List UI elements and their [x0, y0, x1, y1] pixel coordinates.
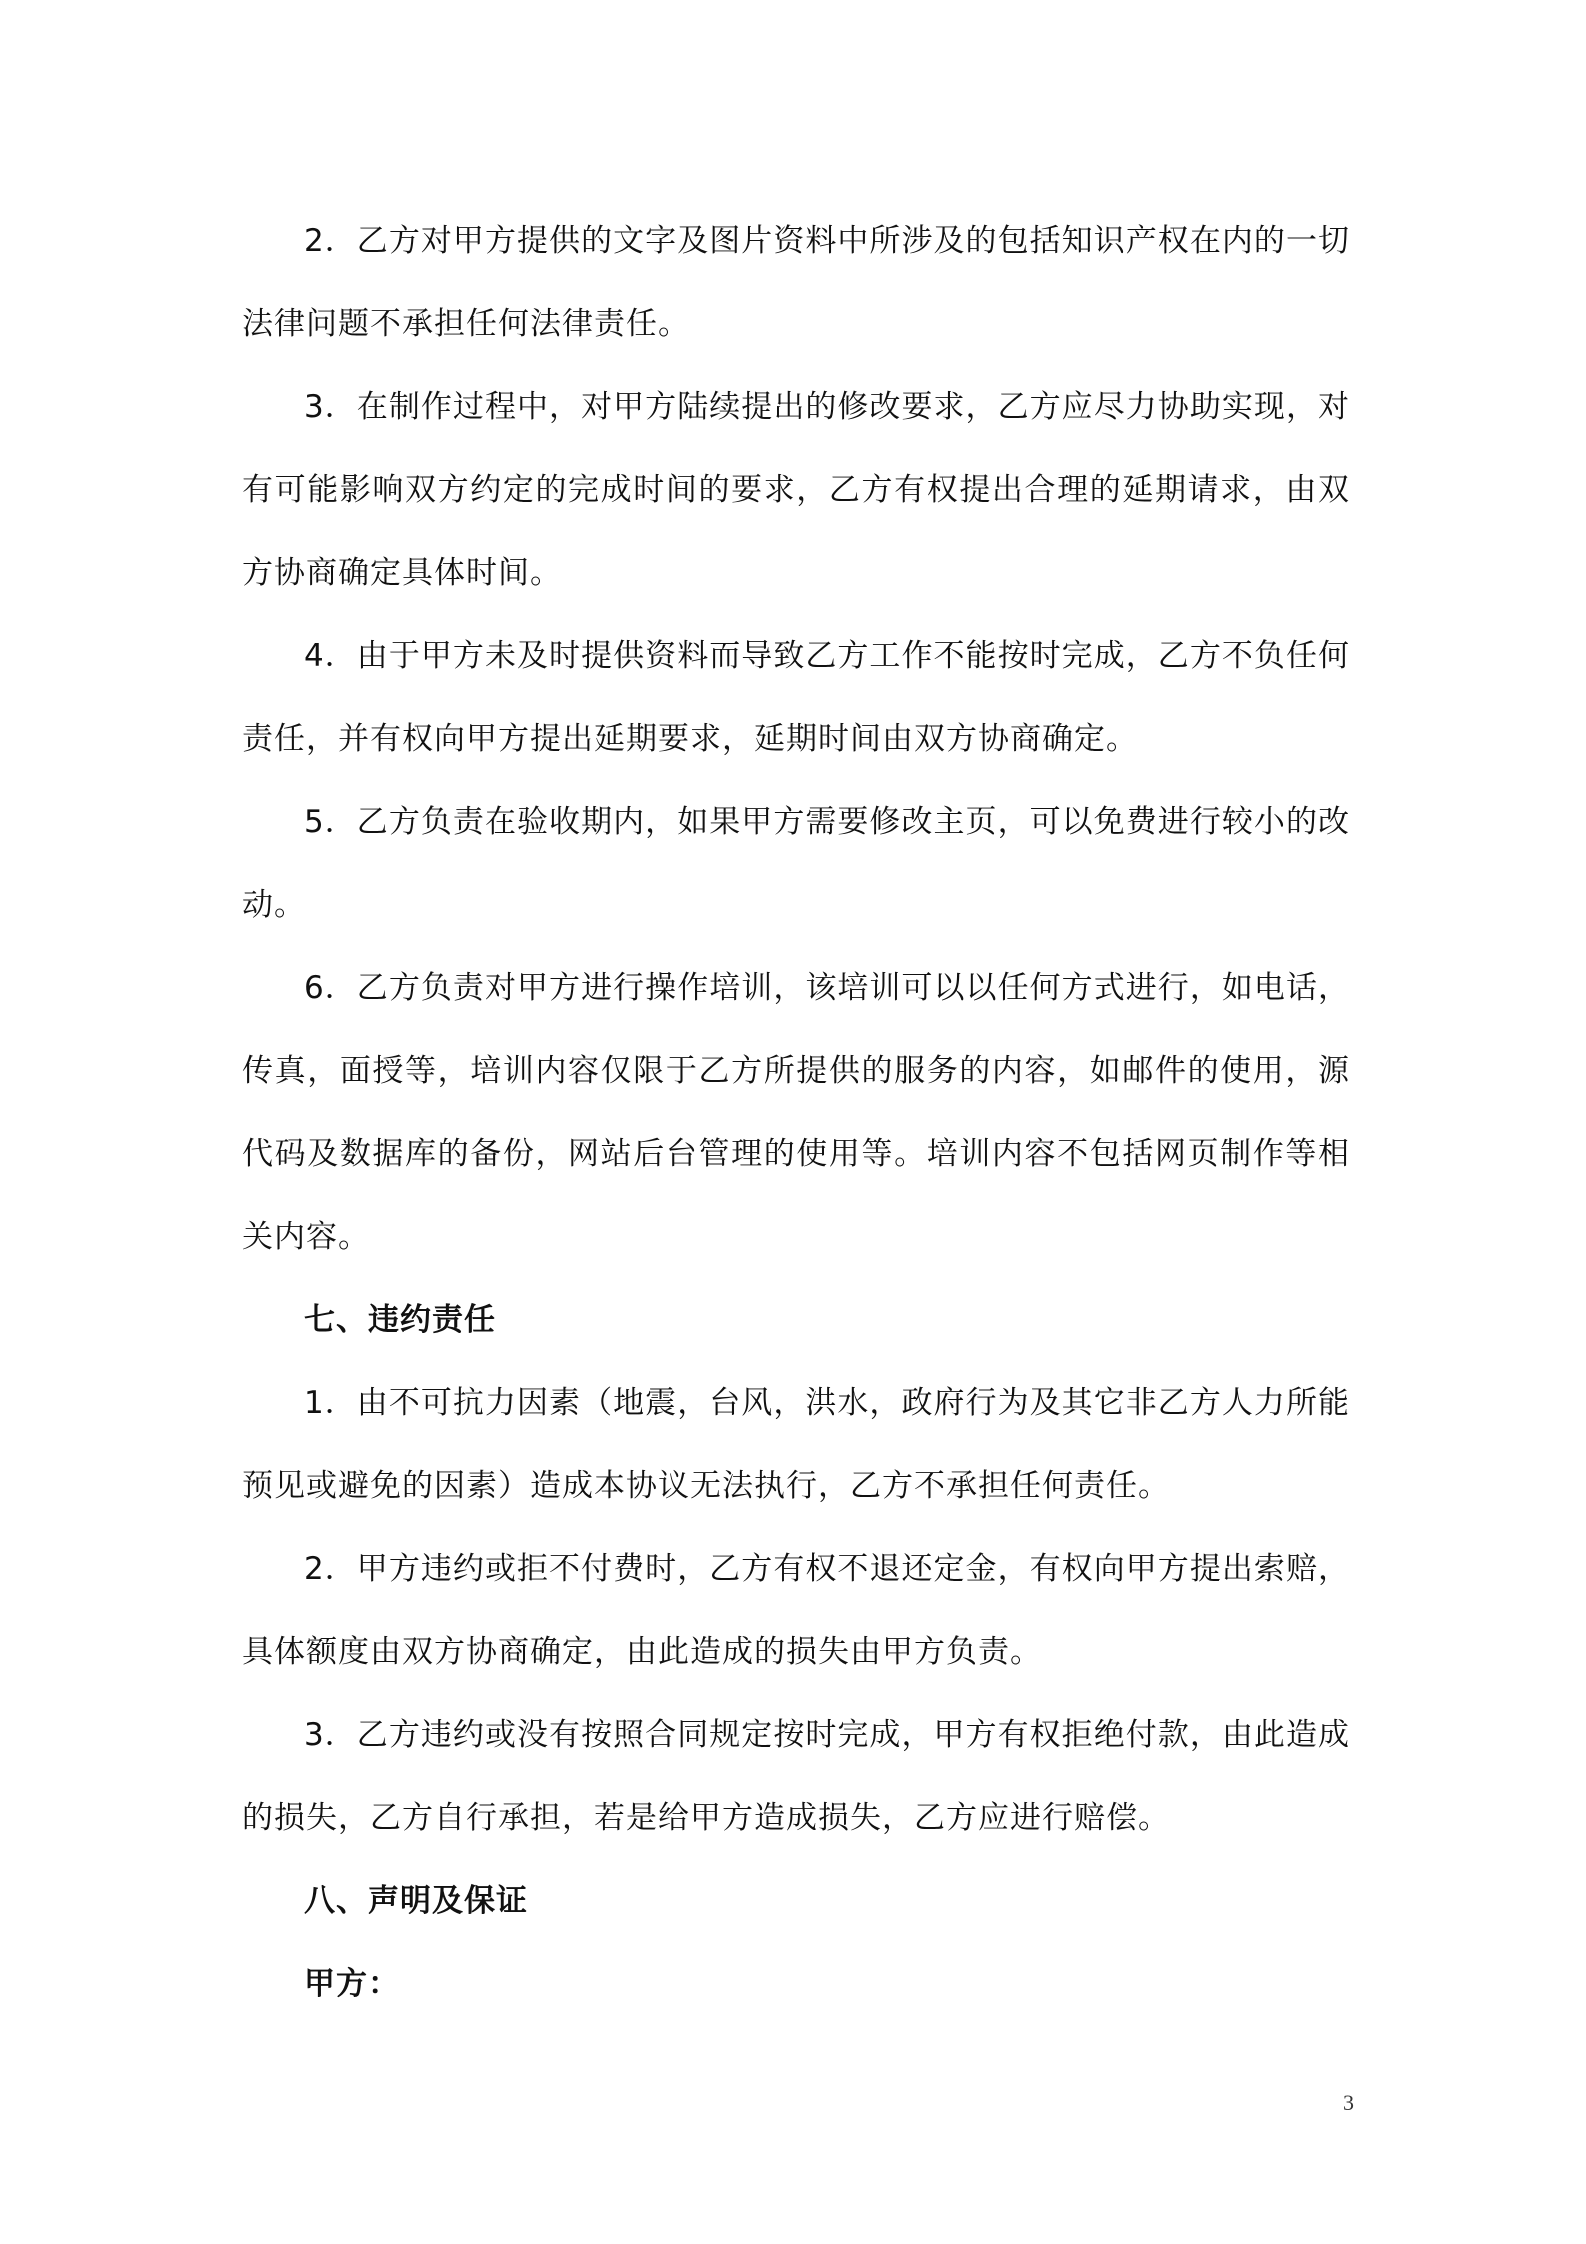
party-a-label: 甲方： — [304, 1966, 400, 2002]
document-body — [242, 200, 1350, 2026]
page-number: 3 — [1343, 2090, 1354, 2115]
clause-paragraph: 3．在制作过程中，对甲方陆续提出的修改要求，乙方应尽力协助实现，对有可能影响双方约定的完成时间的要求，乙方有权提出合理的延期请求，由双方协商确定具体时间。 — [242, 389, 1350, 591]
clause-paragraph: 6．乙方负责对甲方进行操作培训，该培训可以以任何方式进行，如电话，传真，面授等，培训内容仅限于乙方所提供的服务的内容，如邮件的使用，源代码及数据库的备份，网站后台管理的使用等。培训内容不包括网页制作等相关内容。 — [242, 970, 1350, 1255]
section-heading-declarations: 八、声明及保证 — [304, 1883, 528, 1919]
section-heading-breach-liability: 七、违约责任 — [304, 1302, 496, 1338]
clause-paragraph: 5．乙方负责在验收期内，如果甲方需要修改主页，可以免费进行较小的改动。 — [242, 804, 1350, 923]
clause-paragraph: 4．由于甲方未及时提供资料而导致乙方工作不能按时完成，乙方不负任何责任，并有权向甲方提出延期要求，延期时间由双方协商确定。 — [242, 638, 1350, 757]
clause-paragraph: 3．乙方违约或没有按照合同规定按时完成，甲方有权拒绝付款，由此造成的损失，乙方自行承担，若是给甲方造成损失，乙方应进行赔偿。 — [242, 1717, 1350, 1836]
clause-paragraph: 1．由不可抗力因素（地震，台风，洪水，政府行为及其它非乙方人力所能预见或避免的因素）造成本协议无法执行，乙方不承担任何责任。 — [242, 1385, 1350, 1504]
clause-paragraph: 2．甲方违约或拒不付费时，乙方有权不退还定金，有权向甲方提出索赔，具体额度由双方协商确定，由此造成的损失由甲方负责。 — [242, 1551, 1350, 1670]
clause-paragraph: 2．乙方对甲方提供的文字及图片资料中所涉及的包括知识产权在内的一切法律问题不承担任何法律责任。 — [242, 223, 1350, 342]
